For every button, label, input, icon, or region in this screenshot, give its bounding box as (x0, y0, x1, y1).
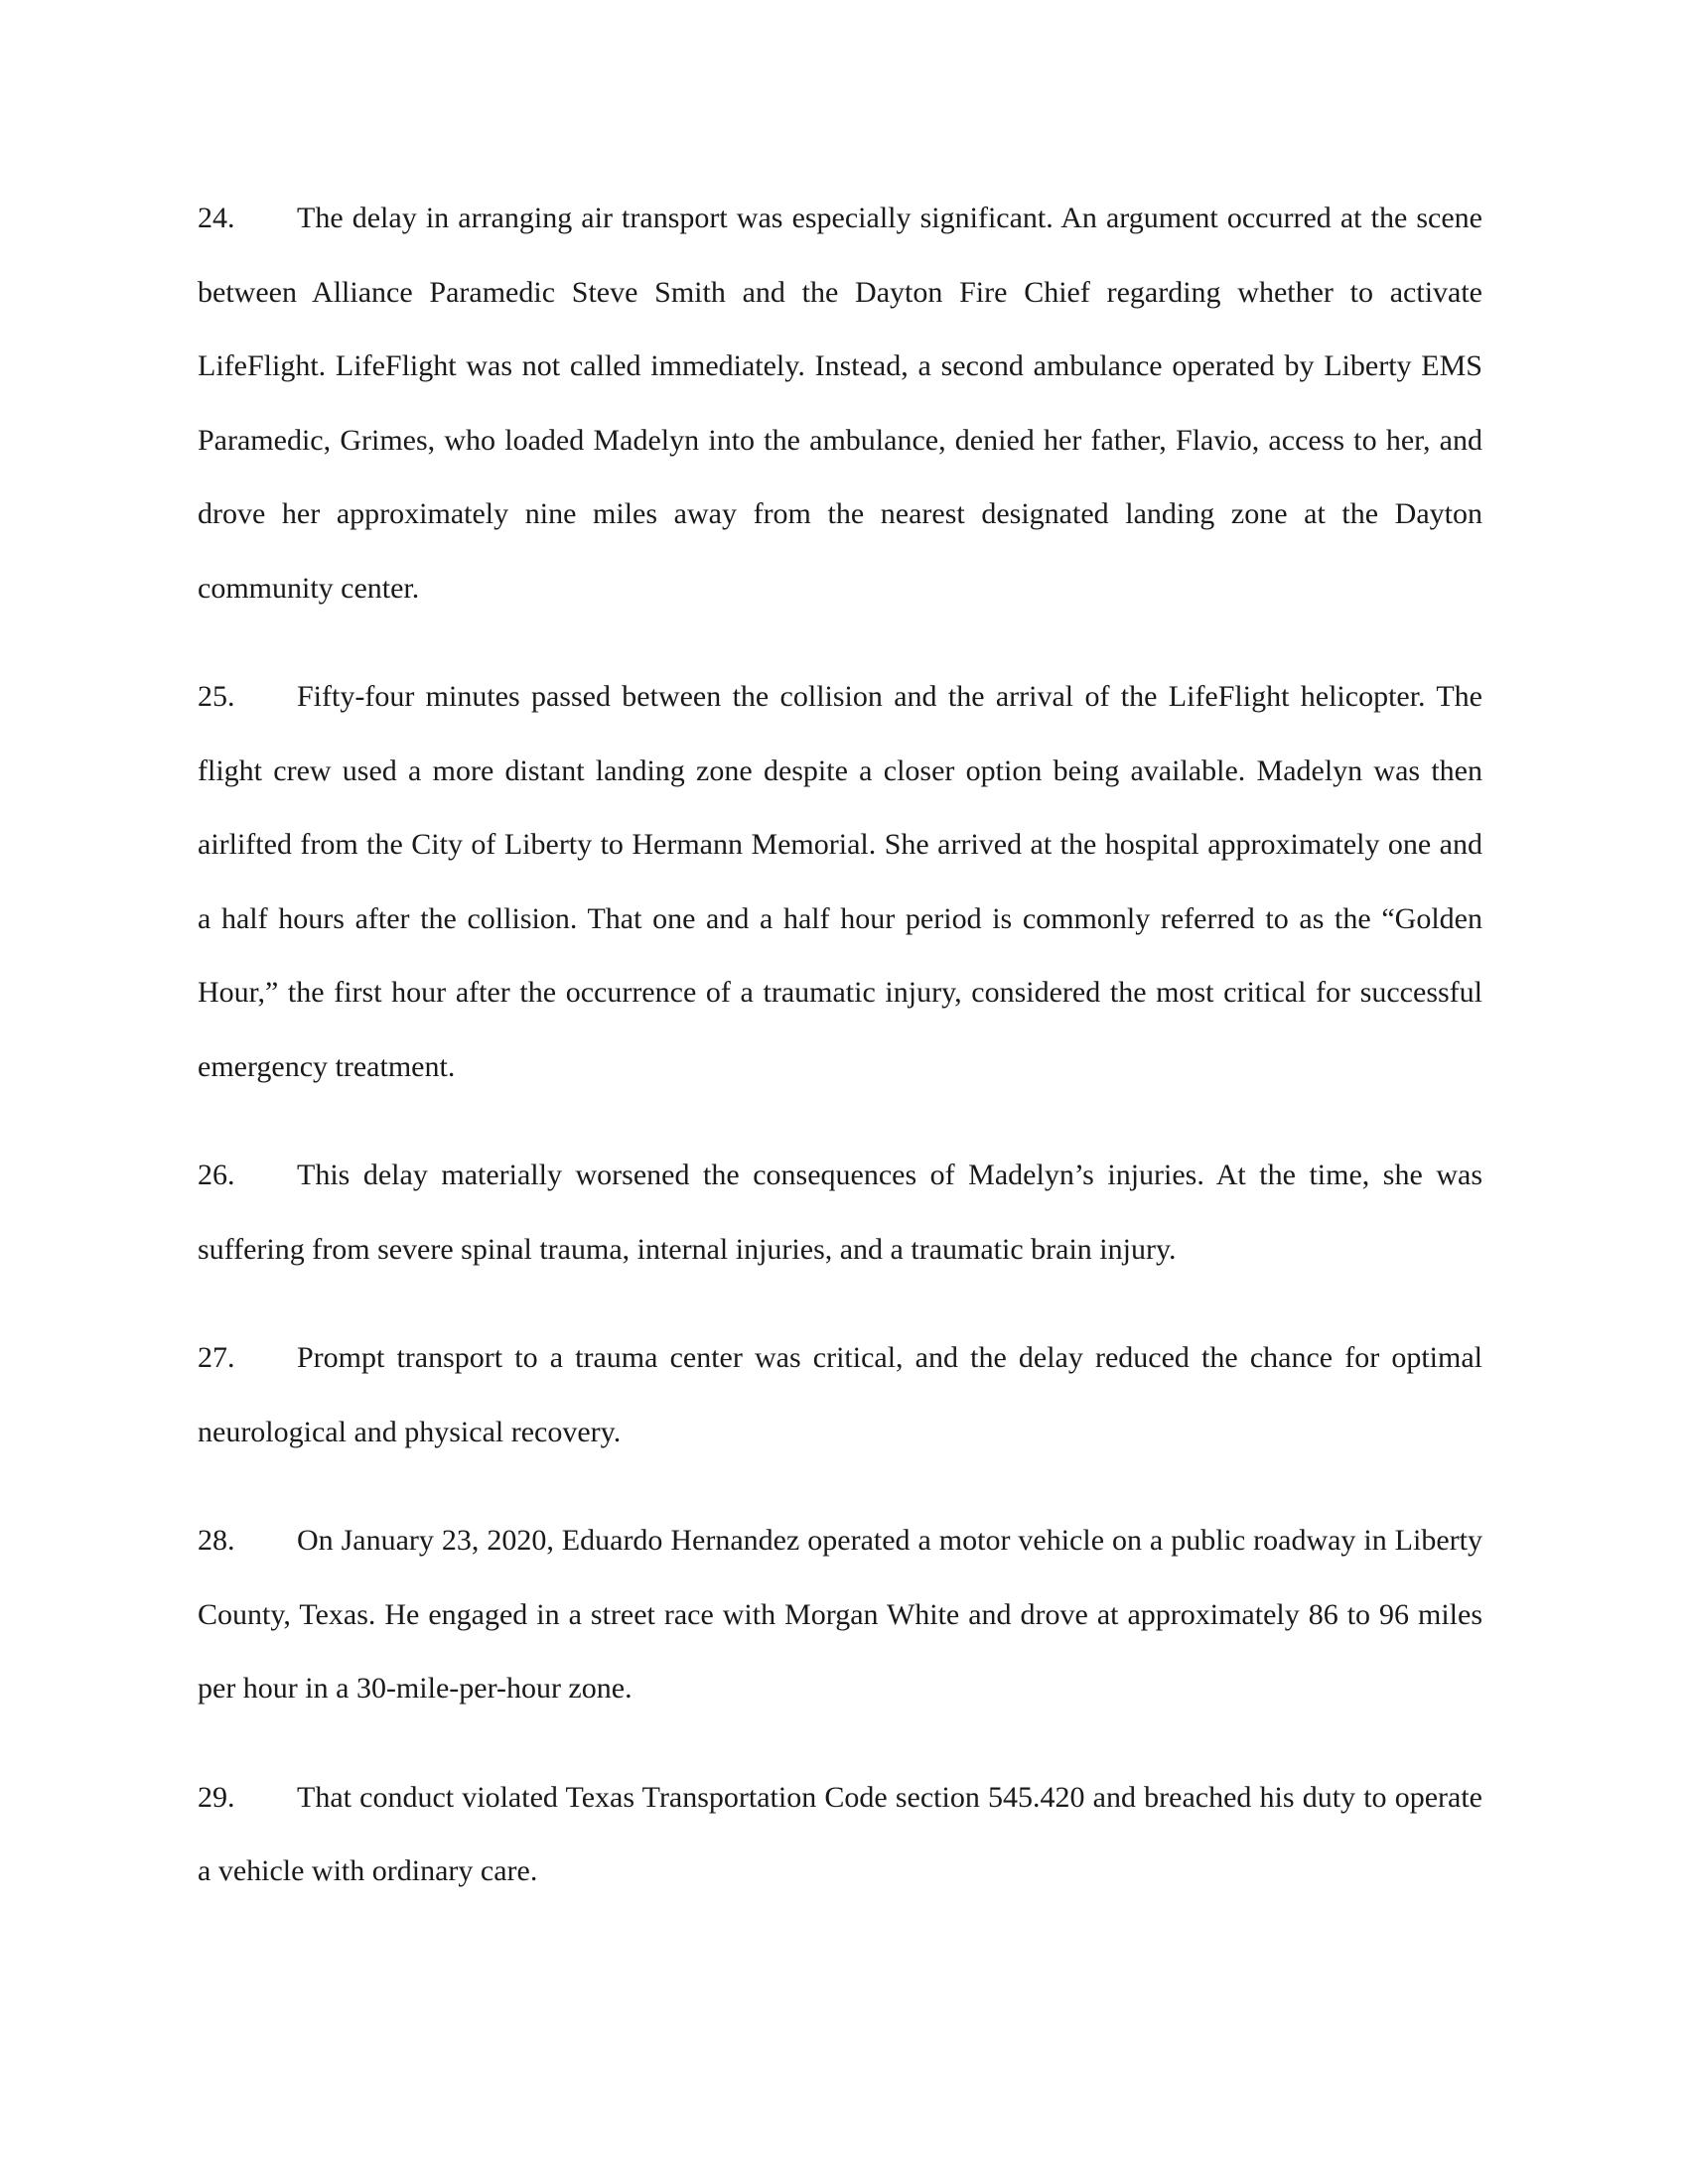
paragraph-26 (198, 1139, 1482, 1287)
paragraph-number: 25. (198, 680, 235, 713)
paragraph-text: The delay in arranging air transport was especially significant. An argument occurred at the scene between Alliance Paramedic Steve Smith and the Dayton Fire Chief regarding whether to activate LifeFlight. LifeFlight was not called immediately. Instead, a second ambulance operated by Liberty EMS Paramedic, Grimes, who loaded Madelyn into the ambulance, denied her father, Flavio, access to her, and drove her approximately nine miles away from the nearest designated landing zone at the Dayton community center. (198, 202, 1482, 605)
paragraph-29 (198, 1761, 1482, 1909)
paragraph-text: Prompt transport to a trauma center was critical, and the delay reduced the chance for optimal neurological and physical recovery. (198, 1341, 1482, 1448)
paragraph-number: 28. (198, 1524, 235, 1557)
paragraph-27 (198, 1321, 1482, 1469)
paragraph-number: 27. (198, 1341, 235, 1374)
paragraph-text: Fifty-four minutes passed between the collision and the arrival of the LifeFlight helicopter. The flight crew used a more distant landing zone despite a closer option being available. Madelyn was then airlifted from the City of Liberty to Hermann Memorial. She arrived at the hospital approximately one and a half hours after the collision. That one and a half hour period is commonly referred to as the “Golden Hour,” the first hour after the occurrence of a traumatic injury, considered the most critical for successful emergency treatment. (198, 680, 1482, 1083)
paragraph-number: 24. (198, 202, 235, 234)
paragraph-25 (198, 660, 1482, 1104)
paragraph-number: 26. (198, 1159, 235, 1191)
paragraph-28 (198, 1504, 1482, 1726)
paragraph-text: This delay materially worsened the consequences of Madelyn’s injuries. At the time, she was suffering from severe spinal trauma, internal injuries, and a traumatic brain injury. (198, 1159, 1482, 1266)
document-body (198, 182, 1482, 1944)
paragraph-text: On January 23, 2020, Eduardo Hernandez operated a motor vehicle on a public roadway in Liberty County, Texas. He engaged in a street race with Morgan White and drove at approximately 86 to 96 miles per hour in a 30-mile-per-hour zone. (198, 1524, 1482, 1705)
paragraph-number: 29. (198, 1780, 235, 1814)
paragraph-24 (198, 182, 1482, 625)
paragraph-text: That conduct violated Texas Transportation Code section 545.420 and breached his duty to operate a vehicle with ordinary care. (198, 1780, 1482, 1887)
